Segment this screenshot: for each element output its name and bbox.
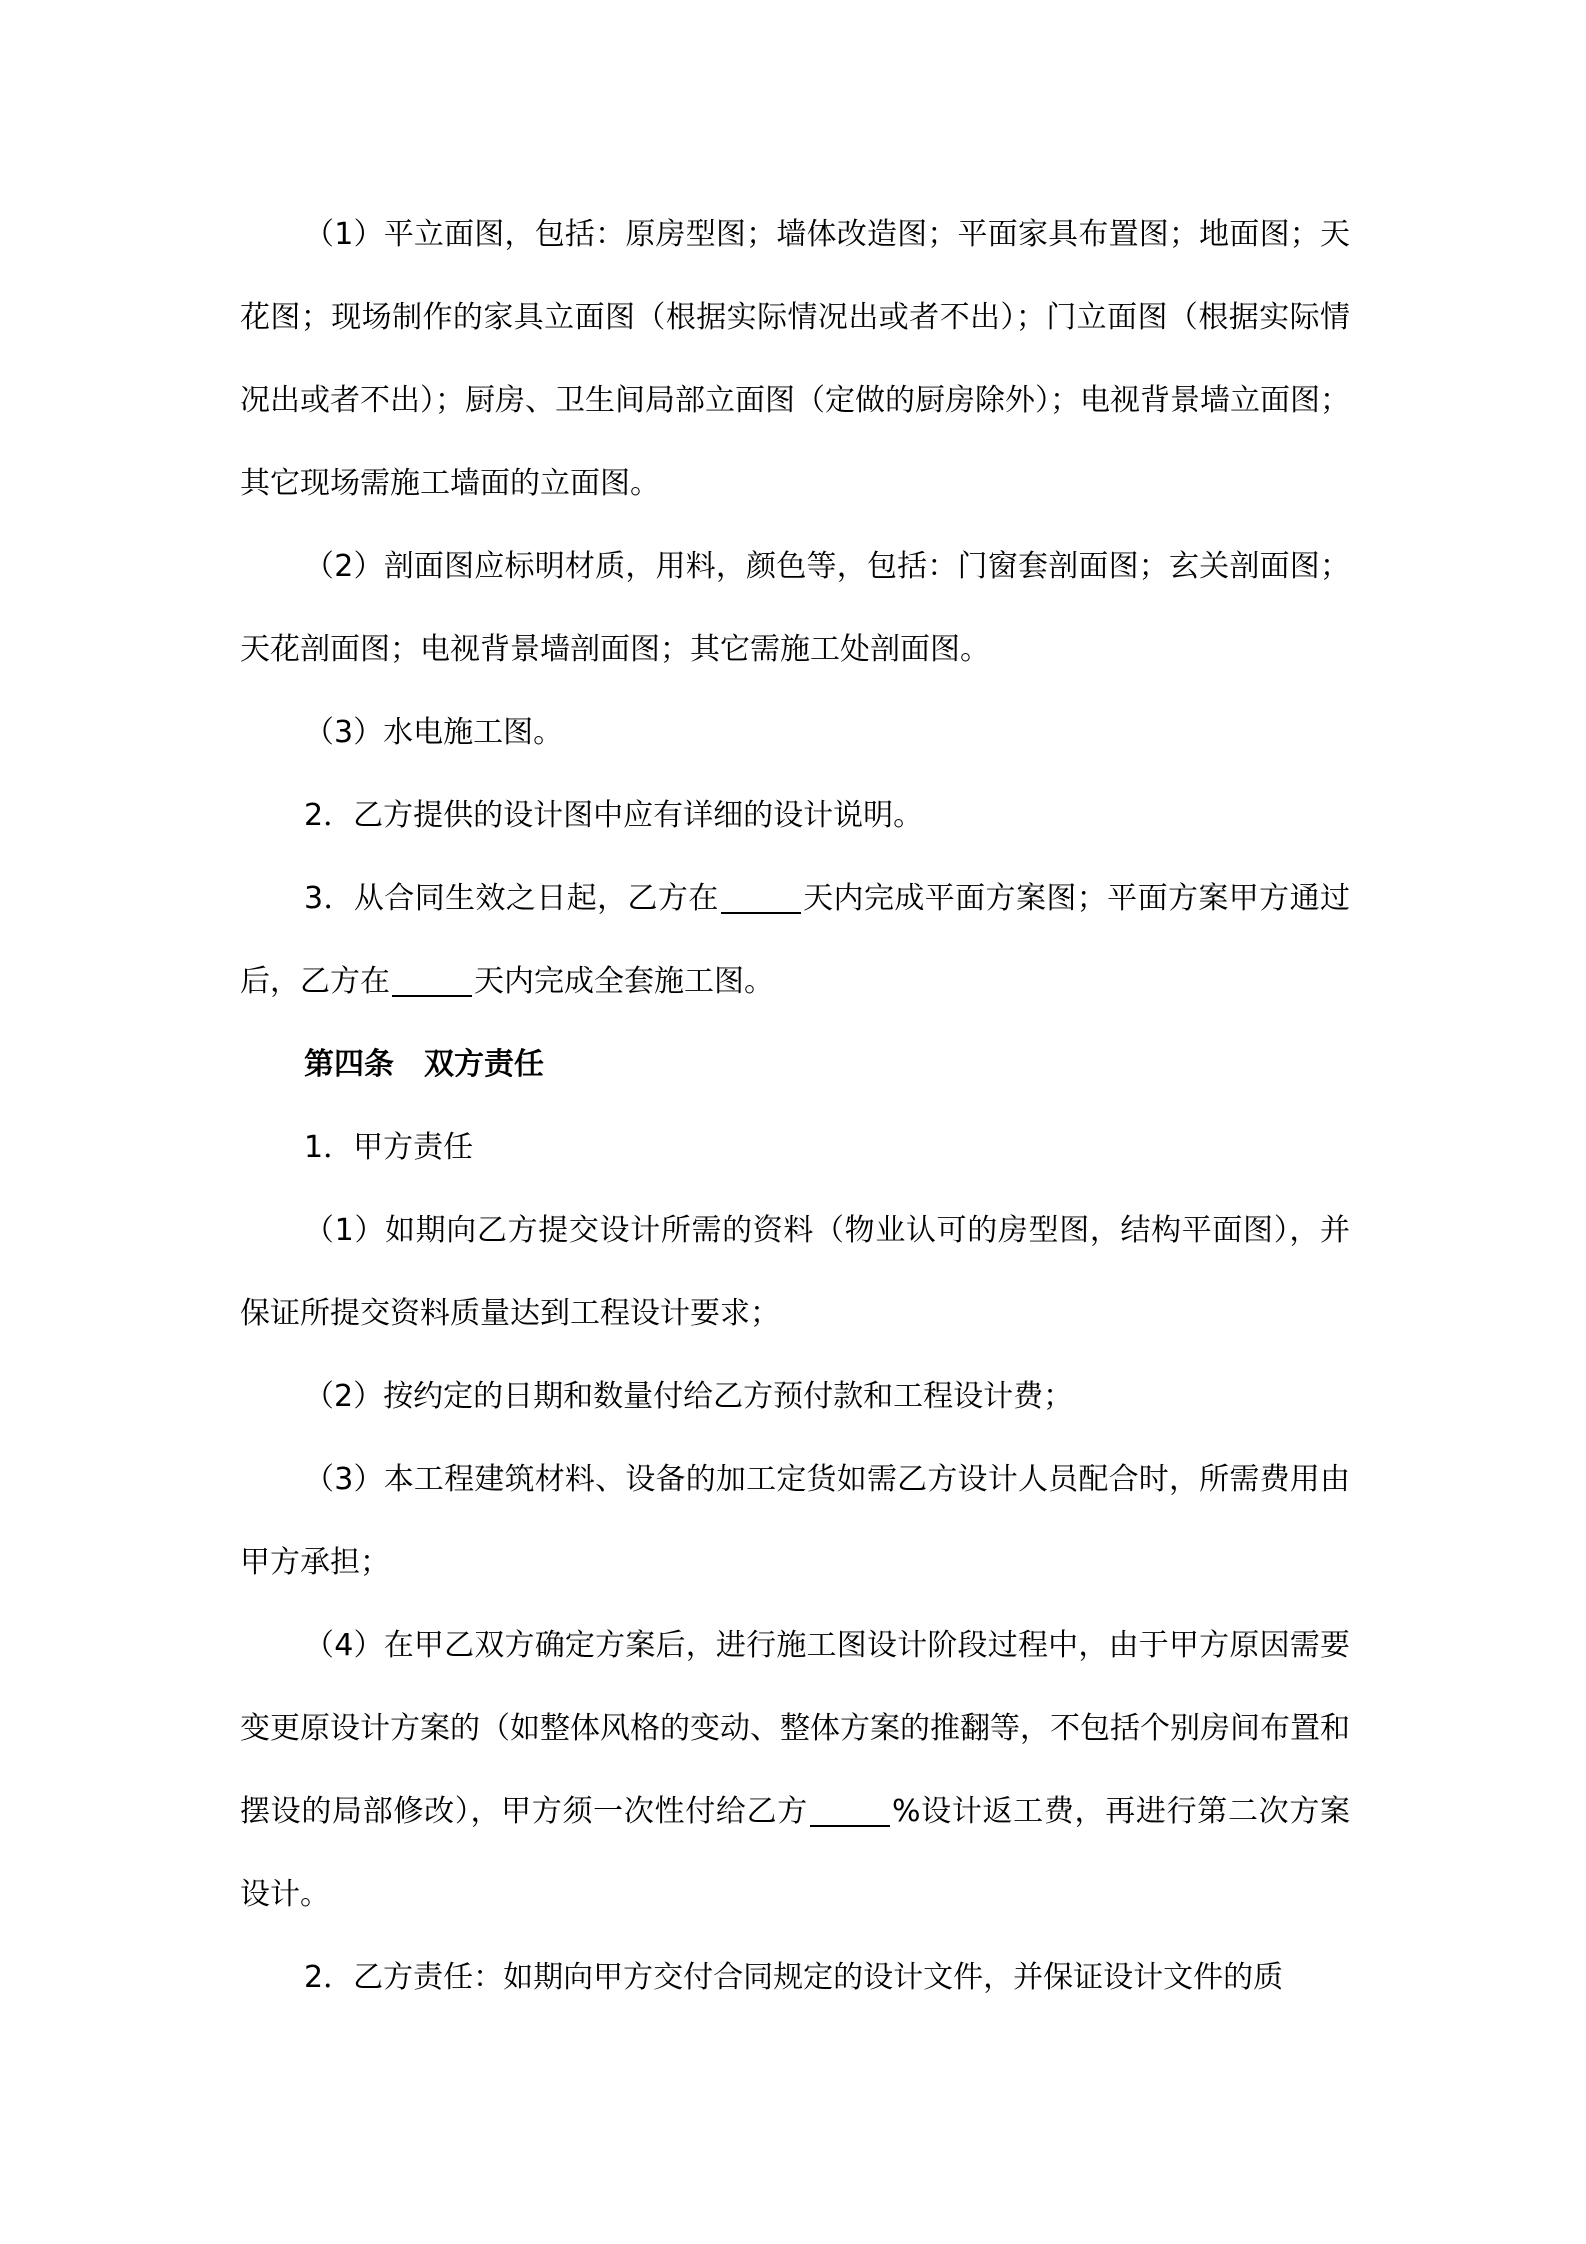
paragraph-party-a-item-1: （1）如期向乙方提交设计所需的资料（物业认可的房型图，结构平面图），并保证所提交资料质量达到工程设计要求；: [240, 1213, 1350, 1331]
schedule-text-3: 天内完成全套施工图。: [474, 964, 774, 999]
paragraph-schedule: [240, 857, 1350, 1023]
paragraph-water-electric: （3）水电施工图。: [304, 715, 564, 750]
paragraph-section-drawing: （2）剖面图应标明材质，用料，颜色等，包括：门窗套剖面图；玄关剖面图；天花剖面图；电视背景墙剖面图；其它需施工处剖面图。: [240, 549, 1350, 667]
section-heading-responsibilities: 第四条 双方责任: [304, 1047, 544, 1082]
paragraph-party-a-title: 1．甲方责任: [304, 1130, 474, 1165]
schedule-text-1: 3．从合同生效之日起，乙方在: [304, 881, 719, 916]
paragraph-party-b: 2．乙方责任：如期向甲方交付合同规定的设计文件，并保证设计文件的质: [304, 1960, 1284, 1995]
paragraph-plan-elevation: （1）平立面图，包括：原房型图；墙体改造图；平面家具布置图；地面图；天花图；现场制作的家具立面图（根据实际情况出或者不出）；门立面图（根据实际情况出或者不出）；厨房、卫生间局部立面图（定做的厨房除外）；电视背景墙立面图；其它现场需施工墙面的立面图。: [240, 217, 1350, 501]
schedule-text-2: 天内完成平面方案图；平面方案甲方通过后，乙方在: [240, 881, 1350, 999]
paragraph-party-a-item-2: （2）按约定的日期和数量付给乙方预付款和工程设计费；: [304, 1379, 1074, 1414]
item4-text-2: %设计返工费，再进行第二次方案设计。: [240, 1794, 1350, 1912]
paragraph-party-a-item-4: [240, 1604, 1350, 1936]
blank-days-construction: [392, 965, 472, 997]
paragraph-design-notes: 2．乙方提供的设计图中应有详细的设计说明。: [304, 798, 924, 833]
blank-days-plan: [721, 882, 801, 914]
paragraph-party-a-item-3: （3）本工程建筑材料、设备的加工定货如需乙方设计人员配合时，所需费用由甲方承担；: [240, 1462, 1350, 1580]
document-body: [240, 193, 1350, 2019]
item4-text-1: （4）在甲乙双方确定方案后，进行施工图设计阶段过程中，由于甲方原因需要变更原设计方案的（如整体风格的变动、整体方案的推翻等，不包括个别房间布置和摆设的局部修改），甲方须一次性付给乙方: [240, 1628, 1350, 1829]
blank-rework-percent: [810, 1795, 890, 1827]
